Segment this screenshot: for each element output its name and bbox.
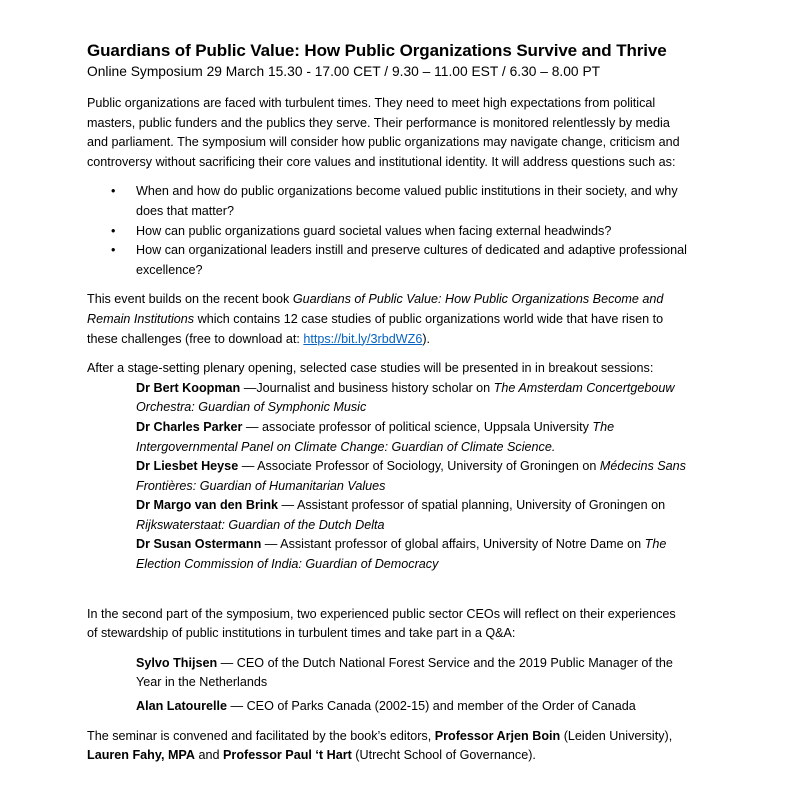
case-title: The Amsterdam Concertgebouw Orchestra: Guardian of Symphonic Music [136,380,675,415]
speaker-item: Dr Liesbet Heyse — Associate Professor of Sociology, University of Groningen on Médecins Sans Frontières: Guardian of Humanitarian Values [136,459,686,493]
download-link[interactable]: https://bit.ly/3rbdWZ6 [303,331,423,346]
speaker-item: Dr Susan Ostermann — Assistant professor of global affairs, University of Notre Dame on The Election Commission of India: Guardian of Democracy [136,537,667,572]
bullet-icon: • [111,223,116,238]
bullet-icon: • [111,184,116,199]
ceo-item: Sylvo Thijsen — CEO of the Dutch National Forest Service and the 2019 Public Manager of the Year in the Netherlands [136,655,673,690]
speaker-name: Dr Margo van den Brink [136,498,279,513]
breakout-intro: After a stage-setting plenary opening, selected case studies will be presented in in breakout sessions: [87,361,654,376]
document-page [87,40,687,766]
case-title: The Election Commission of India: Guardian of Democracy [136,537,667,572]
intro-paragraph: Public organizations are faced with turbulent times. They need to meet high expectations from political masters, public funders and the publics they serve. Their performance is monitored relentlessly by media and parliament. The symposium will consider how public organizations may navigate change, criticism and controversy without sacrificing their core values and institutional identity. It will address questions such as: [87,96,680,169]
editor-name: Professor Paul ‘t Hart [223,748,352,763]
page-title: Guardians of Public Value: How Public Organizations Survive and Thrive [87,41,667,60]
list-item: • When and how do public organizations become valued public institutions in their society, and why does that matter? [111,184,678,218]
closing-paragraph: The seminar is convened and facilitated by the book’s editors, Professor Arjen Boin (Leiden University), Lauren Fahy, MPA and Professor Paul ‘t Hart (Utrecht School of Governance). [87,728,673,763]
event-subtitle: Online Symposium 29 March 15.30 - 17.00 CET / 9.30 – 11.00 EST / 6.30 – 8.00 PT [87,64,601,79]
ceo-name: Alan Latourelle [136,699,227,714]
ceo-list [136,654,687,717]
ceo-item: Alan Latourelle — CEO of Parks Canada (2002-15) and member of the Order of Canada [136,699,636,714]
speaker-list [136,379,687,575]
speaker-item: Dr Charles Parker — associate professor of political science, Uppsala University The Intergovernmental Panel on Climate Change: Guardian of Climate Science. [136,419,615,454]
book-title: Guardians of Public Value: How Public Organizations Become and Remain Institutions [87,292,664,326]
speaker-name: Dr Bert Koopman [136,380,241,395]
case-title: Médecins Sans Frontières: Guardian of Humanitarian Values [136,459,686,493]
list-item: • How can public organizations guard societal values when facing external headwinds? [87,222,687,242]
question-list [87,182,687,280]
speaker-name: Dr Liesbet Heyse [136,459,239,474]
case-title: The Intergovernmental Panel on Climate Change: Guardian of Climate Science. [136,419,615,454]
ceo-name: Sylvo Thijsen [136,655,218,670]
bullet-icon: • [111,243,116,258]
editor-name: Professor Arjen Boin [434,728,561,743]
case-title: Rijkswaterstaat: Guardian of the Dutch Delta [136,517,385,532]
speaker-name: Dr Susan Ostermann [136,537,262,552]
book-paragraph: This event builds on the recent book Guardians of Public Value: How Public Organizations Become and Remain Institutions which contains 12 case studies of public organizations world wide that have risen to these challenges (free to download at: https://bit.ly/3rbdWZ6). [87,292,664,346]
section-spacer [87,575,687,605]
ceo-intro: In the second part of the symposium, two experienced public sector CEOs will reflect on their experiences of stewardship of public institutions in turbulent times and take part in a Q&A: [87,606,676,641]
list-item: • How can organizational leaders instill and preserve cultures of dedicated and adaptive professional excellence? [111,243,687,277]
speaker-name: Dr Charles Parker [136,419,243,434]
editor-name: Lauren Fahy, MPA [87,748,195,763]
speaker-item: Dr Bert Koopman —Journalist and business history scholar on The Amsterdam Concertgebouw Orchestra: Guardian of Symphonic Music [136,380,675,415]
speaker-item: Dr Margo van den Brink — Assistant professor of spatial planning, University of Groningen on Rijkswaterstaat: Guardian of the Dutch Delta [136,498,666,532]
